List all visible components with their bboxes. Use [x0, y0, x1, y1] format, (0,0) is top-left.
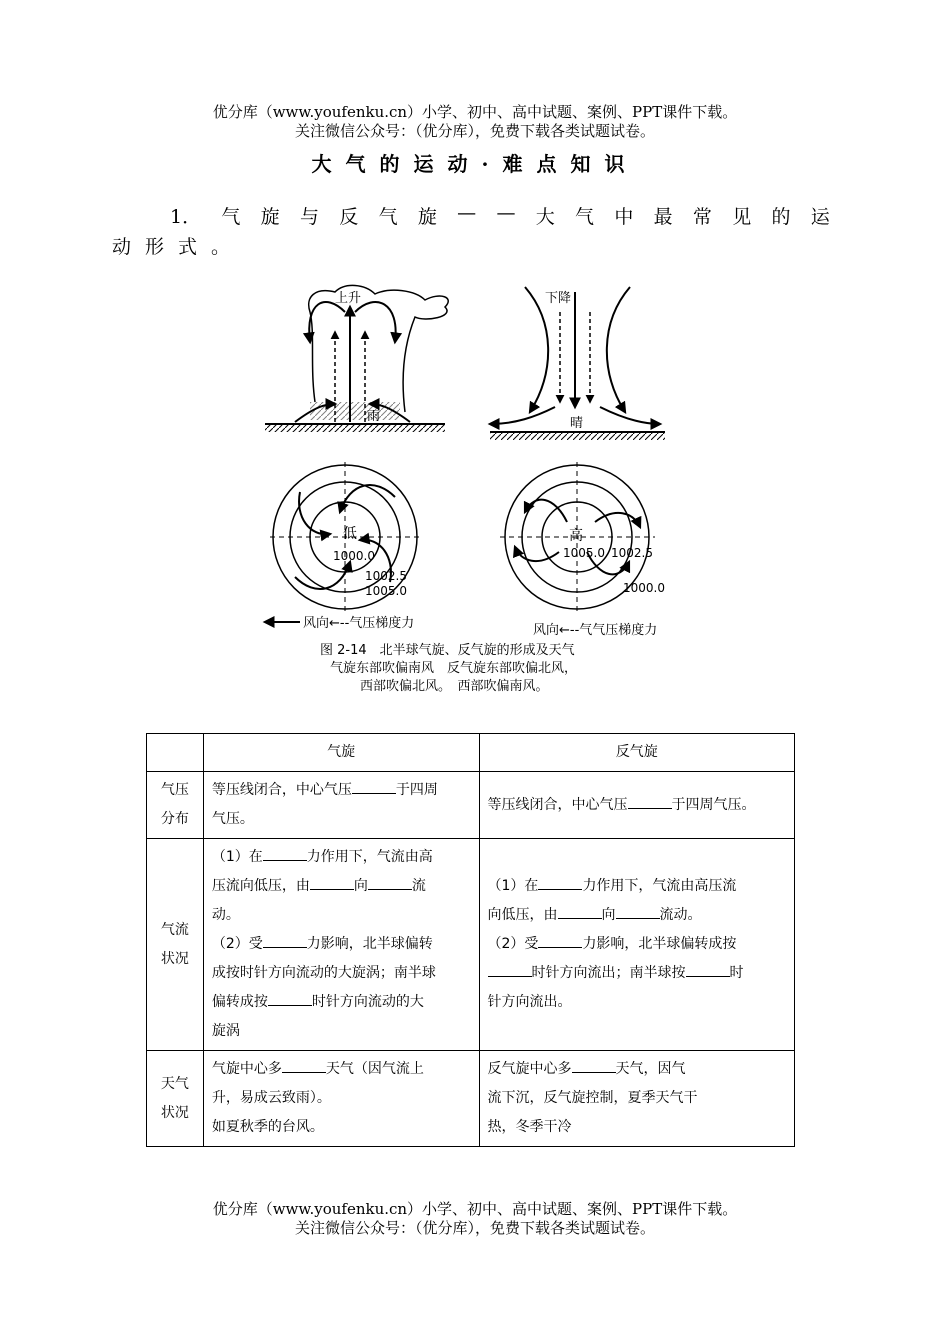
page-title: 大气的运动·难点知识 [311, 152, 639, 176]
figure-caption-3: 西部吹偏北风。 西部吹偏南风。 [360, 679, 549, 694]
figure-caption-1: 图 2-14 北半球气旋、反气旋的形成及天气 [320, 643, 575, 658]
cyclone-weather-cell: 气旋中心多 天气（因气流上 升，易成云致雨）。 如夏秋季的台风。 [203, 1051, 479, 1147]
intro-char: 见 [732, 206, 752, 228]
rain-label: 雨 [367, 409, 381, 424]
intro-char: — [457, 202, 477, 224]
isobar-value: 1000.0 [623, 581, 665, 595]
intro-line-2: 动形式。 [112, 236, 245, 258]
intro-char: 常 [692, 206, 712, 228]
intro-char: 反 [339, 206, 359, 228]
down-label: 下降 [545, 291, 572, 306]
isobar-value: 1000.0 [333, 549, 375, 563]
intro-char: 的 [771, 206, 791, 228]
isobar-value: 1002.5 [611, 546, 653, 560]
anticyclone-weather-cell: 反气旋中心多 天气，因气 流下沉，反气旋控制，夏季天气干 热，冬季干冷 [479, 1051, 794, 1147]
anticyclone-airflow-cell: （1）在 力作用下，气流由高压流 向低压，由 向 流动。 （2）受 力影响，北半球偏转成按 时针方向流出；南半球按 时 针方向流出。 [479, 839, 794, 1051]
table-row-airflow [147, 839, 795, 1051]
fill-blank [268, 991, 312, 1006]
intro-char: 旋 [417, 206, 437, 228]
figure-caption-2: 气旋东部吹偏南风 反气旋东部吹偏北风， [330, 661, 578, 676]
row-label: 气压 分布 [147, 772, 204, 839]
anticyclone-vertical-diagram [490, 287, 665, 440]
fill-blank [352, 779, 396, 794]
table-row-pressure [147, 772, 795, 839]
intro-char: 旋 [260, 206, 280, 228]
high-label: 高 [569, 528, 583, 544]
fill-blank [616, 904, 660, 919]
intro-char: 1． [170, 206, 202, 228]
fill-blank [538, 933, 582, 948]
fill-blank [310, 875, 354, 890]
table-row-weather [147, 1051, 795, 1147]
header-line-1: 优分库（www.youfenku.cn）小学、初中、高中试题、案例、PPT课件下载。 [212, 103, 738, 121]
footer-line-1: 优分库（www.youfenku.cn）小学、初中、高中试题、案例、PPT课件下载。 [212, 1200, 738, 1218]
fill-blank [282, 1058, 326, 1073]
up-label: 上升 [335, 291, 362, 306]
fill-blank [572, 1058, 616, 1073]
cyclone-plan-diagram [265, 462, 420, 631]
legend-right: 风向←--气气压梯度力 [533, 623, 658, 638]
cyclone-airflow-cell: （1）在 力作用下，气流由高 压流向低压，由 向 流 动。 （2）受 力影响，北半球偏转 成按时针方向流动的大旋涡；南半球 偏转成按 时针方向流动的大 旋涡 [203, 839, 479, 1051]
intro-char: 最 [653, 206, 673, 228]
fill-blank [686, 962, 730, 977]
legend-left: 风向←--气压梯度力 [303, 616, 415, 631]
fill-blank [263, 846, 307, 861]
header-line-2: 关注微信公众号：（优分库），免费下载各类试题试卷。 [294, 122, 655, 140]
low-label: 低 [343, 526, 357, 542]
fill-blank [263, 933, 307, 948]
fill-blank [488, 962, 532, 977]
sunny-label: 晴 [570, 416, 584, 431]
intro-char: 气 [221, 206, 241, 228]
row-label: 天气 状况 [147, 1051, 204, 1147]
table-header-cyclone: 气旋 [203, 734, 479, 772]
intro-char: 气 [378, 206, 398, 228]
cyclone-anticyclone-figure [255, 272, 705, 702]
table-header-row [147, 734, 795, 772]
table-header-empty [147, 734, 204, 772]
anticyclone-plan-diagram [500, 462, 665, 638]
intro-char: 大 [535, 206, 555, 228]
intro-char: 气 [575, 206, 595, 228]
comparison-table [146, 733, 795, 1147]
intro-char: 中 [614, 206, 634, 228]
fill-blank [558, 904, 602, 919]
intro-char: 运 [810, 206, 830, 228]
isobar-value: 1005.0 [365, 584, 407, 598]
row-label: 气流 状况 [147, 839, 204, 1051]
fill-blank [538, 875, 582, 890]
footer-line-2: 关注微信公众号：（优分库），免费下载各类试题试卷。 [294, 1219, 655, 1237]
cyclone-vertical-diagram [265, 285, 448, 432]
cyclone-pressure-cell: 等压线闭合，中心气压 于四周 气压。 [203, 772, 479, 839]
isobar-value: 1002.5 [365, 569, 407, 583]
fill-blank [628, 794, 672, 809]
anticyclone-pressure-cell: 等压线闭合，中心气压 于四周气压。 [479, 772, 794, 839]
fill-blank [368, 875, 412, 890]
table-header-anticyclone: 反气旋 [479, 734, 794, 772]
intro-char: 与 [299, 206, 319, 228]
intro-line-1 [170, 202, 830, 229]
intro-char: — [496, 202, 516, 224]
isobar-value: 1005.0 [563, 546, 605, 560]
